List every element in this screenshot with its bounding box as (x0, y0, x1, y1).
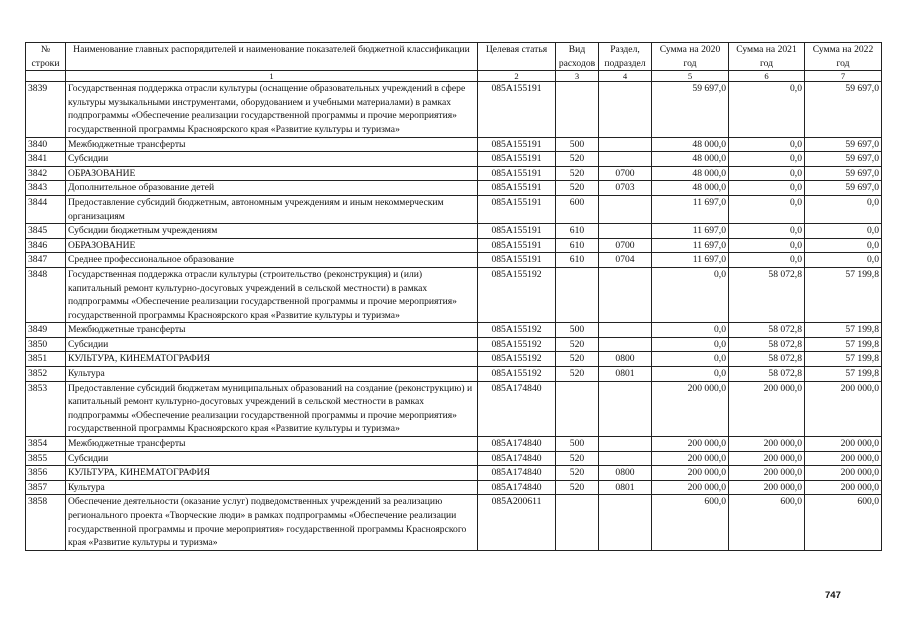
row-number: 3841 (26, 152, 66, 167)
col-number: 7 (805, 71, 882, 82)
table-row (26, 451, 882, 466)
row-vid: 610 (556, 224, 599, 239)
row-number: 3843 (26, 181, 66, 196)
row-target: 085A155191 (478, 166, 556, 181)
row-vid: 520 (556, 466, 599, 481)
row-sum-2022: 59 697,0 (805, 152, 882, 167)
row-razdel (599, 381, 652, 436)
row-sum-2020: 0,0 (652, 323, 729, 338)
row-sum-2021: 58 072,8 (729, 367, 805, 382)
row-vid: 520 (556, 181, 599, 196)
row-sum-2021: 0,0 (729, 181, 805, 196)
row-sum-2021: 58 072,8 (729, 323, 805, 338)
row-sum-2021: 58 072,8 (729, 267, 805, 322)
row-name: Субсидии (66, 152, 478, 167)
row-razdel: 0801 (599, 480, 652, 495)
col-number (26, 71, 66, 82)
row-name: Субсидии бюджетным учреждениям (66, 224, 478, 239)
row-razdel (599, 267, 652, 322)
row-target: 085A174840 (478, 466, 556, 481)
row-vid (556, 495, 599, 550)
row-sum-2021: 0,0 (729, 137, 805, 152)
row-sum-2020: 11 697,0 (652, 195, 729, 223)
row-sum-2020: 600,0 (652, 495, 729, 550)
row-target: 085A174840 (478, 480, 556, 495)
row-sum-2021: 200 000,0 (729, 466, 805, 481)
row-vid: 520 (556, 166, 599, 181)
table-row (26, 337, 882, 352)
row-number: 3850 (26, 337, 66, 352)
row-razdel (599, 495, 652, 550)
row-sum-2021: 600,0 (729, 495, 805, 550)
table-row (26, 137, 882, 152)
row-sum-2022: 200 000,0 (805, 381, 882, 436)
row-vid: 500 (556, 323, 599, 338)
header-sum-2020: Сумма на 2020 год (652, 43, 729, 71)
row-vid: 500 (556, 137, 599, 152)
row-target: 085A174840 (478, 437, 556, 452)
row-sum-2021: 0,0 (729, 224, 805, 239)
row-target: 085A155192 (478, 352, 556, 367)
row-number: 3852 (26, 367, 66, 382)
table-row (26, 323, 882, 338)
row-name: ОБРАЗОВАНИЕ (66, 166, 478, 181)
row-sum-2022: 200 000,0 (805, 451, 882, 466)
row-number: 3846 (26, 238, 66, 253)
row-target: 085A155191 (478, 152, 556, 167)
table-row (26, 166, 882, 181)
header-sum-2022: Сумма на 2022 год (805, 43, 882, 71)
row-razdel: 0700 (599, 166, 652, 181)
row-sum-2020: 48 000,0 (652, 181, 729, 196)
row-name: Государственная поддержка отрасли культуры (оснащение образовательных учреждений в сфере культуры музыкальными инструментами, оборудованием и учебными материалами) в рамках подпрограммы «Обеспечение реализации государственной программы и прочие мероприятия» государственной программы Красноярского края «Развитие культуры и туризма» (66, 82, 478, 137)
table-row (26, 367, 882, 382)
row-sum-2022: 57 199,8 (805, 367, 882, 382)
row-name: КУЛЬТУРА, КИНЕМАТОГРАФИЯ (66, 466, 478, 481)
row-razdel: 0801 (599, 367, 652, 382)
row-number: 3839 (26, 82, 66, 137)
row-sum-2021: 200 000,0 (729, 381, 805, 436)
row-razdel (599, 323, 652, 338)
row-sum-2022: 57 199,8 (805, 323, 882, 338)
row-razdel: 0704 (599, 253, 652, 268)
row-sum-2020: 11 697,0 (652, 253, 729, 268)
row-target: 085A155191 (478, 224, 556, 239)
row-name: Культура (66, 480, 478, 495)
table-row (26, 267, 882, 322)
row-sum-2022: 57 199,8 (805, 337, 882, 352)
row-sum-2021: 0,0 (729, 166, 805, 181)
row-target: 085A155192 (478, 323, 556, 338)
table-row (26, 495, 882, 550)
row-name: Предоставление субсидий бюджетам муниципальных образований на создание (реконструкцию) и капитальный ремонт культурно-досуговых учреждений в сельской местности в рамках подпрограммы «Обеспечение реализации государственной программы и прочие мероприятия» государственной программы Красноярского края «Развитие культуры и туризма» (66, 381, 478, 436)
row-sum-2022: 59 697,0 (805, 166, 882, 181)
header-razdel: Раздел, подраздел (599, 43, 652, 71)
row-razdel (599, 152, 652, 167)
row-vid: 520 (556, 152, 599, 167)
row-razdel: 0703 (599, 181, 652, 196)
col-number: 1 (66, 71, 478, 82)
table-row (26, 253, 882, 268)
row-sum-2020: 59 697,0 (652, 82, 729, 137)
row-sum-2020: 11 697,0 (652, 238, 729, 253)
table-row (26, 466, 882, 481)
row-sum-2022: 600,0 (805, 495, 882, 550)
row-sum-2022: 0,0 (805, 253, 882, 268)
header-num: № строки (26, 43, 66, 71)
row-number: 3842 (26, 166, 66, 181)
row-target: 085A155191 (478, 195, 556, 223)
row-name: Межбюджетные трансферты (66, 437, 478, 452)
row-sum-2022: 59 697,0 (805, 181, 882, 196)
row-name: ОБРАЗОВАНИЕ (66, 238, 478, 253)
row-sum-2021: 0,0 (729, 82, 805, 137)
row-vid: 610 (556, 253, 599, 268)
row-sum-2021: 58 072,8 (729, 352, 805, 367)
row-vid: 610 (556, 238, 599, 253)
table-row (26, 480, 882, 495)
row-sum-2020: 0,0 (652, 267, 729, 322)
row-name: Культура (66, 367, 478, 382)
table-row (26, 238, 882, 253)
table-row (26, 181, 882, 196)
col-number: 5 (652, 71, 729, 82)
row-vid: 520 (556, 337, 599, 352)
page-number: 747 (825, 590, 841, 601)
row-name: Обеспечение деятельности (оказание услуг) подведомственных учреждений за реализацию регионального проекта «Творческие люди» в рамках подпрограммы «Обеспечение реализации государственной программы и прочие мероприятия» государственной программы Красноярского края «Развитие культуры и туризма» (66, 495, 478, 550)
row-razdel (599, 137, 652, 152)
header-sum-2021: Сумма на 2021 год (729, 43, 805, 71)
row-sum-2022: 59 697,0 (805, 137, 882, 152)
row-number: 3840 (26, 137, 66, 152)
row-razdel (599, 337, 652, 352)
header-row (26, 43, 882, 71)
row-vid: 520 (556, 367, 599, 382)
row-sum-2021: 200 000,0 (729, 437, 805, 452)
row-razdel: 0800 (599, 352, 652, 367)
row-sum-2022: 200 000,0 (805, 466, 882, 481)
row-razdel (599, 437, 652, 452)
row-name: Субсидии (66, 337, 478, 352)
col-number: 4 (599, 71, 652, 82)
row-target: 085A155191 (478, 253, 556, 268)
row-name: КУЛЬТУРА, КИНЕМАТОГРАФИЯ (66, 352, 478, 367)
row-sum-2020: 200 000,0 (652, 466, 729, 481)
table-row (26, 381, 882, 436)
row-target: 085A155191 (478, 82, 556, 137)
row-name: Межбюджетные трансферты (66, 137, 478, 152)
row-target: 085A155192 (478, 337, 556, 352)
column-number-row (26, 71, 882, 82)
row-number: 3847 (26, 253, 66, 268)
row-sum-2022: 59 697,0 (805, 82, 882, 137)
row-sum-2021: 0,0 (729, 195, 805, 223)
row-sum-2022: 0,0 (805, 224, 882, 239)
row-razdel (599, 82, 652, 137)
table-row (26, 437, 882, 452)
row-vid (556, 267, 599, 322)
row-sum-2022: 200 000,0 (805, 480, 882, 495)
row-sum-2020: 11 697,0 (652, 224, 729, 239)
row-vid: 520 (556, 352, 599, 367)
row-sum-2021: 200 000,0 (729, 451, 805, 466)
row-vid (556, 381, 599, 436)
row-sum-2022: 200 000,0 (805, 437, 882, 452)
row-razdel: 0700 (599, 238, 652, 253)
row-target: 085A155192 (478, 267, 556, 322)
row-name: Среднее профессиональное образование (66, 253, 478, 268)
header-target: Целевая статья (478, 43, 556, 71)
row-vid: 600 (556, 195, 599, 223)
row-sum-2021: 0,0 (729, 253, 805, 268)
row-sum-2021: 58 072,8 (729, 337, 805, 352)
row-target: 085A174840 (478, 381, 556, 436)
table-row (26, 224, 882, 239)
table-row (26, 195, 882, 223)
row-sum-2021: 200 000,0 (729, 480, 805, 495)
row-razdel (599, 195, 652, 223)
row-vid: 500 (556, 437, 599, 452)
row-name: Субсидии (66, 451, 478, 466)
row-sum-2021: 0,0 (729, 152, 805, 167)
table-row (26, 152, 882, 167)
table-row (26, 82, 882, 137)
row-target: 085A174840 (478, 451, 556, 466)
table-row (26, 352, 882, 367)
row-number: 3854 (26, 437, 66, 452)
col-number: 3 (556, 71, 599, 82)
row-vid: 520 (556, 451, 599, 466)
row-target: 085A155191 (478, 181, 556, 196)
row-number: 3849 (26, 323, 66, 338)
col-number: 6 (729, 71, 805, 82)
row-razdel: 0800 (599, 466, 652, 481)
row-vid (556, 82, 599, 137)
row-sum-2020: 200 000,0 (652, 381, 729, 436)
row-sum-2020: 0,0 (652, 367, 729, 382)
row-sum-2022: 57 199,8 (805, 267, 882, 322)
row-sum-2020: 200 000,0 (652, 437, 729, 452)
row-number: 3853 (26, 381, 66, 436)
budget-table (25, 42, 882, 551)
row-number: 3845 (26, 224, 66, 239)
row-number: 3858 (26, 495, 66, 550)
row-target: 085A155191 (478, 238, 556, 253)
header-name: Наименование главных распорядителей и наименование показателей бюджетной классификации (66, 43, 478, 71)
row-name: Государственная поддержка отрасли культуры (строительство (реконструкция) и (или) капитальный ремонт культурно-досуговых учреждений в сельской местности) в рамках подпрограммы «Обеспечение реализации государственной программы и прочие мероприятия» государственной программы Красноярского края «Развитие культуры и туризма» (66, 267, 478, 322)
row-sum-2022: 0,0 (805, 195, 882, 223)
row-sum-2022: 57 199,8 (805, 352, 882, 367)
row-sum-2020: 48 000,0 (652, 137, 729, 152)
col-number: 2 (478, 71, 556, 82)
row-sum-2020: 200 000,0 (652, 451, 729, 466)
row-razdel (599, 224, 652, 239)
header-vid: Вид расходов (556, 43, 599, 71)
row-sum-2020: 0,0 (652, 337, 729, 352)
row-number: 3848 (26, 267, 66, 322)
row-target: 085A200611 (478, 495, 556, 550)
row-vid: 520 (556, 480, 599, 495)
row-sum-2021: 0,0 (729, 238, 805, 253)
row-sum-2020: 200 000,0 (652, 480, 729, 495)
row-sum-2020: 0,0 (652, 352, 729, 367)
row-sum-2020: 48 000,0 (652, 152, 729, 167)
row-number: 3844 (26, 195, 66, 223)
row-sum-2022: 0,0 (805, 238, 882, 253)
row-name: Межбюджетные трансферты (66, 323, 478, 338)
row-target: 085A155191 (478, 137, 556, 152)
row-number: 3855 (26, 451, 66, 466)
row-number: 3851 (26, 352, 66, 367)
row-razdel (599, 451, 652, 466)
row-target: 085A155192 (478, 367, 556, 382)
row-number: 3857 (26, 480, 66, 495)
row-name: Дополнительное образование детей (66, 181, 478, 196)
row-number: 3856 (26, 466, 66, 481)
row-sum-2020: 48 000,0 (652, 166, 729, 181)
row-name: Предоставление субсидий бюджетным, автономным учреждениям и иным некоммерческим организациям (66, 195, 478, 223)
